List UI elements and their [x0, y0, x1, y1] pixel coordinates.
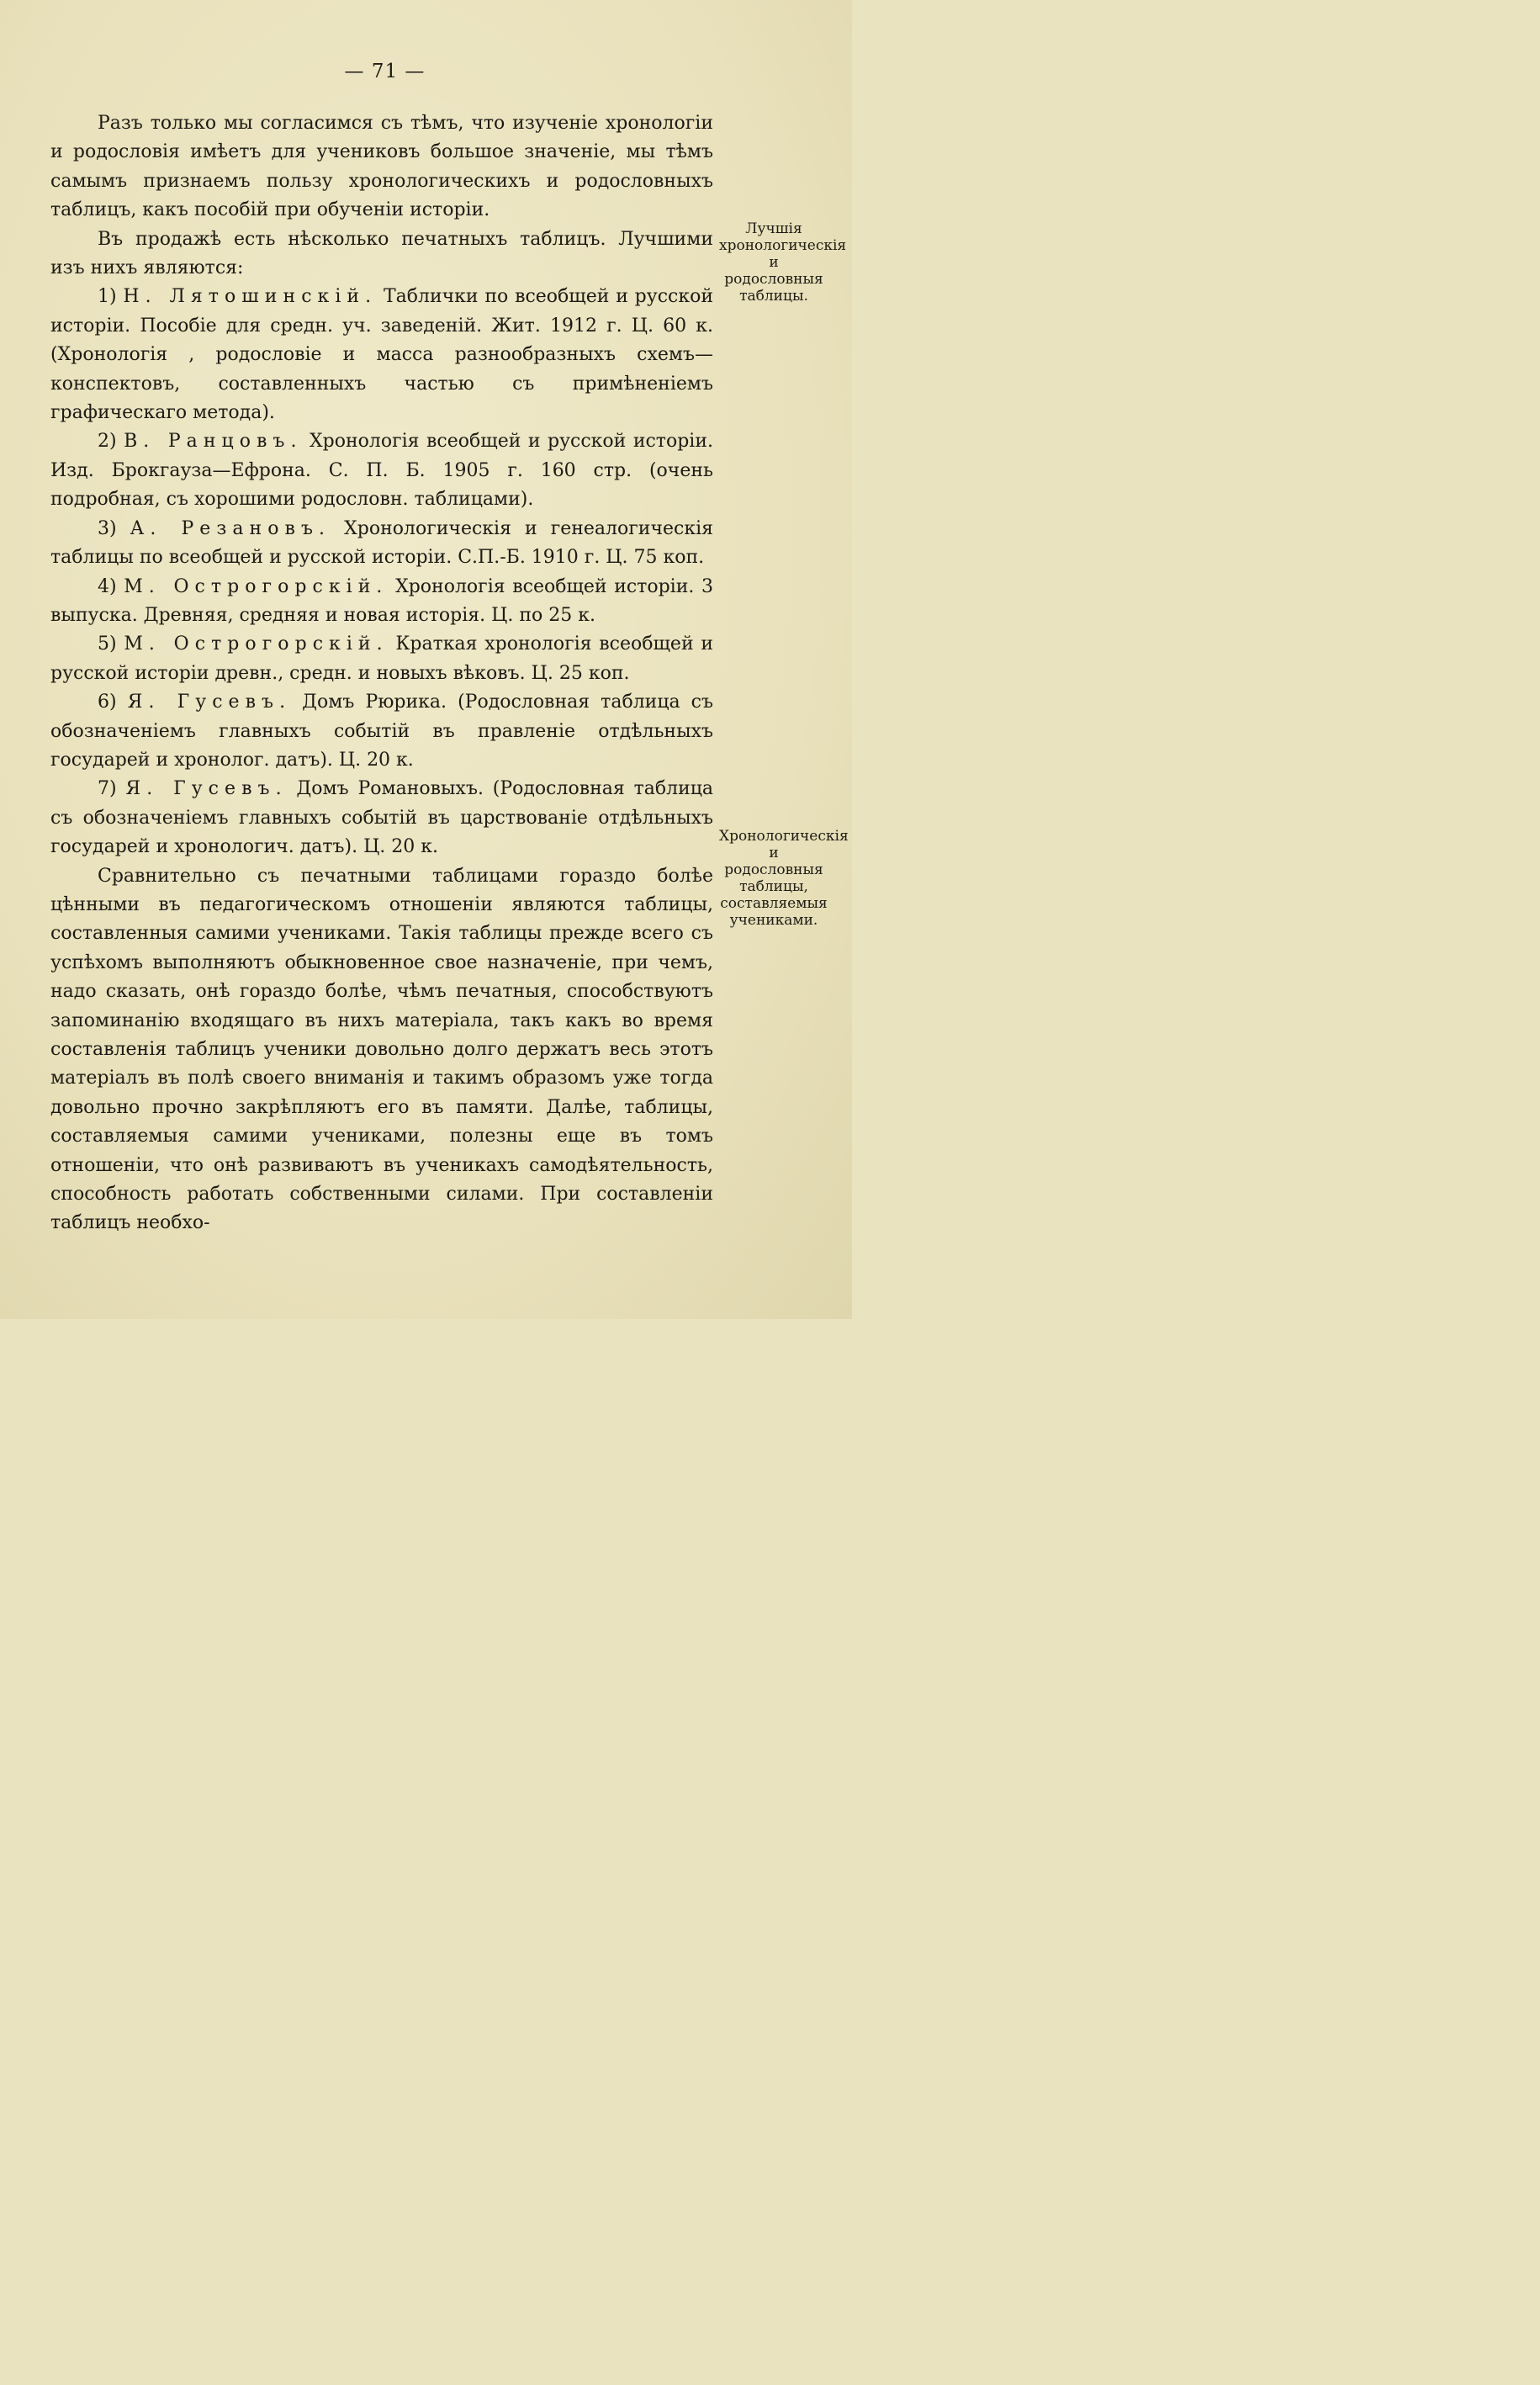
list-item-number: 6)	[98, 692, 117, 713]
paragraph-intro: Разъ только мы согласимся съ тѣмъ, что изученіе хронологіи и родословія имѣетъ для учениковъ большое значеніе, мы тѣмъ самымъ признаемъ пользу хронологическихъ и родословныхъ таблицъ, какъ пособій при обученіи исторіи.	[50, 113, 713, 221]
list-item-number: 1)	[98, 286, 117, 308]
list-item-text: Хронологическія и генеалогическія таблицы по всеобщей и русской исторіи. С.П.-Б. 1910 г. Ц. 75 коп.	[50, 517, 713, 569]
list-item-author: А. Резановъ.	[130, 517, 331, 539]
list-item-text: Хронологія всеобщей и русской исторіи. Изд. Брокгауза—Ефрона. С. П. Б. 1905 г. 160 стр. (очень подробная, съ хорошими родословн. таблицами).	[50, 431, 713, 511]
list-item-text: Хронологія всеобщей исторіи. 3 выпуска. Древняя, средняя и новая исторія. Ц. по 25 к.	[50, 575, 713, 626]
list-item	[50, 283, 713, 427]
list-item-number: 2)	[98, 431, 117, 453]
list-item	[50, 630, 713, 688]
list-item-author: Я. Гусевъ.	[127, 692, 292, 713]
list-item-number: 7)	[98, 778, 117, 800]
list-item-author: М. Острогорскій.	[124, 575, 389, 597]
list-item	[50, 775, 713, 861]
list-item-author: Н. Лятошинскій.	[123, 286, 378, 308]
paragraph-tables-on-sale: Въ продажѣ есть нѣсколько печатныхъ таблицъ. Лучшими изъ нихъ являются:	[50, 228, 713, 279]
list-item-number: 4)	[98, 575, 117, 597]
list-item-number: 5)	[98, 633, 117, 655]
list-item-number: 3)	[98, 517, 117, 539]
margin-note-student-tables: Хронологическія и родословныя таблицы, составляемыя учениками.	[719, 828, 849, 929]
list-item-author: М. Острогорскій.	[124, 633, 389, 655]
list-item	[50, 427, 713, 514]
list-item-author: Я. Гусевъ.	[125, 778, 288, 800]
margin-note-best-tables: Лучшія хронологическія и родословныя таблицы.	[719, 220, 847, 305]
list-item	[50, 573, 713, 631]
list-item	[50, 515, 713, 573]
page-number: — 71 —	[344, 61, 426, 82]
list-item-text: Домъ Романовыхъ. (Родословная таблица съ обозначеніемъ главныхъ событій въ царствованіе отдѣльныхъ государей и хронологич. датъ). Ц. 20 к.	[50, 778, 713, 858]
list-item-text: Краткая хронологія всеобщей и русской исторіи древн., средн. и новыхъ вѣковъ. Ц. 25 коп.	[50, 633, 713, 684]
list-item-author: В. Ранцовъ.	[124, 431, 303, 453]
list-item	[50, 688, 713, 775]
paragraph-student-tables: Сравнительно съ печатными таблицами гораздо болѣе цѣнными въ педагогическомъ отношеніи являются таблицы, составленныя самими учениками. Такія таблицы прежде всего съ успѣхомъ выполняютъ обыкновенное свое назначеніе, при чемъ, надо сказать, онѣ гораздо болѣе, чѣмъ печатныя, способствуютъ запоминанію входящаго въ нихъ матеріала, такъ какъ во время составленія таблицъ ученики довольно долго держатъ весь этотъ матеріалъ въ полѣ своего вниманія и такимъ образомъ уже тогда довольно прочно закрѣпляютъ его въ памяти. Далѣе, таблицы, составляемыя самими учениками, полезны еще въ томъ отношеніи, что онѣ развиваютъ въ ученикахъ самодѣятельность, способность работать собственными силами. При составленіи таблицъ необхо-	[50, 865, 713, 1234]
main-text-column	[50, 109, 713, 1238]
list-item-text: Таблички по всеобщей и русской исторіи. Пособіе для средн. уч. заведеній. Жит. 1912 г. Ц. 60 к. (Хронологія , родословіе и масса разнообразныхъ схемъ—конспектовъ, составленныхъ частью съ примѣненіемъ графическаго метода).	[50, 286, 713, 424]
list-item-text: Домъ Рюрика. (Родословная таблица съ обозначеніемъ главныхъ событій въ правленіе отдѣльныхъ государей и хронолог. датъ). Ц. 20 к.	[50, 692, 713, 771]
book-page	[0, 0, 852, 1319]
